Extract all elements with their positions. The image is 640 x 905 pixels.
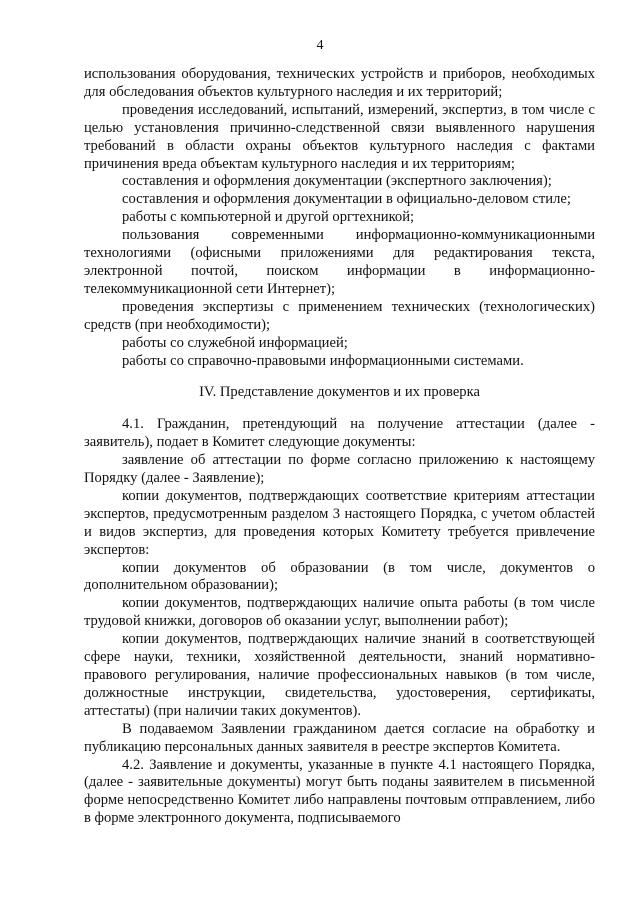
paragraph: В подаваемом Заявлении гражданином дается согласие на обработку и публикацию персональных данных заявителя в реестре экспертов Комитета. bbox=[84, 720, 595, 755]
paragraph: проведения исследований, испытаний, измерений, экспертиз, в том числе с целью установления причинно-следственной связи выявленного нарушения требований в области охраны объектов культурного наследия с фактами причинения вреда объектам культурного наследия и их территориям; bbox=[84, 101, 595, 172]
paragraph: 4.1. Гражданин, претендующий на получение аттестации (далее - заявитель), подает в Комитет следующие документы: bbox=[84, 416, 595, 451]
paragraph: пользования современными информационно-коммуникационными технологиями (офисными приложениями для редактирования текста, электронной почтой, поиском информации в информационно-телекоммуникационной сети Интернет); bbox=[84, 227, 595, 297]
paragraphs-after-heading bbox=[84, 416, 595, 828]
paragraph: 4.2. Заявление и документы, указанные в пункте 4.1 настоящего Порядка, (далее - заявительные документы) могут быть поданы заявителем в письменной форме непосредственно Комитет либо направлены почтовым отправлением, либо в форме электронного документа, подписываемого bbox=[84, 756, 595, 827]
page-number: 4 bbox=[316, 38, 324, 53]
section-heading: IV. Представление документов и их проверка bbox=[199, 384, 480, 401]
paragraph: использования оборудования, технических устройств и приборов, необходимых для обследования объектов культурного наследия и их территорий; bbox=[84, 66, 595, 100]
paragraph: работы со служебной информацией; bbox=[122, 334, 348, 351]
paragraph: копии документов, подтверждающих соответствие критериям аттестации экспертов, предусмотренным разделом 3 настоящего Порядка, с учетом областей и видов экспертиз, для проведения которых Комитету требуется привлечение экспертов: bbox=[84, 487, 595, 558]
paragraph: работы со справочно-правовыми информационными системами. bbox=[122, 352, 524, 369]
paragraph: копии документов, подтверждающих наличие опыта работы (в том числе трудовой книжки, договоров об оказании услуг, выполнении работ); bbox=[84, 595, 595, 630]
paragraph: проведения экспертизы с применением технических (технологических) средств (при необходимости); bbox=[84, 298, 595, 333]
paragraph: составления и оформления документации (экспертного заключения); bbox=[122, 173, 552, 190]
paragraphs-before-heading bbox=[84, 66, 595, 370]
paragraph: работы с компьютерной и другой оргтехникой; bbox=[122, 209, 415, 226]
document-body bbox=[84, 66, 595, 828]
paragraph: копии документов, подтверждающих наличие знаний в соответствующей сфере науки, техники, хозяйственной деятельности, знаний нормативно-правового регулирования, наличие профессиональных навыков (в том числе, должностные инструкции, свидетельства, удостоверения, сертификаты, аттестаты) (при наличии таких документов). bbox=[84, 631, 595, 719]
paragraph: заявление об аттестации по форме согласно приложению к настоящему Порядку (далее - Заявление); bbox=[84, 452, 595, 487]
paragraph: копии документов об образовании (в том числе, документов о дополнительном образовании); bbox=[84, 559, 595, 594]
paragraph: составления и оформления документации в официально-деловом стиле; bbox=[122, 191, 571, 208]
